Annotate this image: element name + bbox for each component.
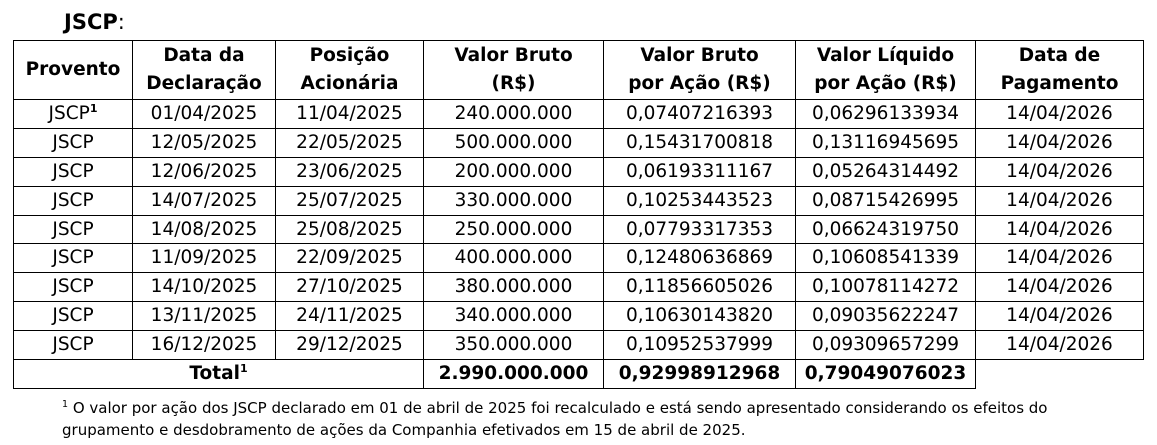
cell-valor-bruto: 400.000.000 — [424, 244, 604, 273]
total-valor-bruto: 2.990.000.000 — [424, 360, 604, 389]
footnote-ref: 1 — [239, 361, 248, 375]
total-row — [14, 360, 1144, 389]
table-row — [14, 273, 1144, 302]
cell-valor-bruto-por-acao: 0,07407216393 — [604, 100, 796, 129]
header-line: Data de — [1018, 45, 1101, 66]
cell-provento: JSCP — [14, 215, 133, 244]
header-provento — [14, 41, 133, 100]
cell-posicao-acionaria: 24/11/2025 — [276, 302, 424, 331]
header-data-declaracao — [133, 41, 276, 100]
cell-data-declaracao: 12/06/2025 — [133, 157, 276, 186]
total-valor-liquido-por-acao: 0,79049076023 — [796, 360, 976, 389]
cell-valor-bruto: 240.000.000 — [424, 100, 604, 129]
table-row — [14, 302, 1144, 331]
cell-data-pagamento: 14/04/2026 — [976, 273, 1144, 302]
cell-posicao-acionaria: 22/09/2025 — [276, 244, 424, 273]
cell-posicao-acionaria: 29/12/2025 — [276, 331, 424, 360]
cell-valor-bruto-por-acao: 0,10253443523 — [604, 186, 796, 215]
cell-provento: JSCP$^1$ — [14, 100, 133, 129]
cell-posicao-acionaria: 25/07/2025 — [276, 186, 424, 215]
cell-provento: JSCP — [14, 302, 133, 331]
cell-data-declaracao: 16/12/2025 — [133, 331, 276, 360]
cell-data-pagamento: 14/04/2026 — [976, 186, 1144, 215]
cell-provento: JSCP — [14, 186, 133, 215]
total-label: Total$^1$ — [14, 360, 424, 389]
cell-valor-bruto: 200.000.000 — [424, 157, 604, 186]
table-body — [14, 100, 1144, 389]
cell-posicao-acionaria: 23/06/2025 — [276, 157, 424, 186]
cell-valor-bruto: 330.000.000 — [424, 186, 604, 215]
table-header-row — [14, 41, 1144, 100]
cell-valor-bruto: 250.000.000 — [424, 215, 604, 244]
cell-valor-liquido-por-acao: 0,13116945695 — [796, 128, 976, 157]
header-line: Pagamento — [1000, 73, 1119, 94]
cell-provento: JSCP — [14, 128, 133, 157]
jscp-table — [13, 40, 1144, 389]
cell-data-pagamento: 14/04/2026 — [976, 100, 1144, 129]
cell-valor-bruto-por-acao: 0,12480636869 — [604, 244, 796, 273]
header-posicao-acionaria — [276, 41, 424, 100]
cell-data-declaracao: 01/04/2025 — [133, 100, 276, 129]
cell-data-declaracao: 12/05/2025 — [133, 128, 276, 157]
footnote — [62, 397, 1142, 441]
table-row — [14, 331, 1144, 360]
cell-data-declaracao: 13/11/2025 — [133, 302, 276, 331]
cell-posicao-acionaria: 25/08/2025 — [276, 215, 424, 244]
cell-valor-bruto-por-acao: 0,07793317353 — [604, 215, 796, 244]
footnote-marker: 1 — [62, 399, 69, 410]
cell-data-pagamento: 14/04/2026 — [976, 331, 1144, 360]
cell-provento: JSCP — [14, 273, 133, 302]
cell-valor-liquido-por-acao: 0,08715426995 — [796, 186, 976, 215]
header-valor-liquido-por-acao — [796, 41, 976, 100]
cell-valor-bruto-por-acao: 0,10630143820 — [604, 302, 796, 331]
cell-valor-liquido-por-acao: 0,09309657299 — [796, 331, 976, 360]
cell-data-pagamento: 14/04/2026 — [976, 302, 1144, 331]
footnote-line-1: O valor por ação dos JSCP declarado em 01 de abril de 2025 foi recalculado e está sendo apresentado considerando os efeitos do — [68, 399, 1048, 417]
total-empty-cell — [976, 360, 1144, 389]
header-line: Posição — [309, 45, 390, 66]
cell-provento: JSCP — [14, 331, 133, 360]
cell-valor-liquido-por-acao: 0,09035622247 — [796, 302, 976, 331]
header-line: (R$) — [491, 73, 536, 94]
cell-provento: JSCP — [14, 244, 133, 273]
header-line: Provento — [25, 59, 121, 80]
cell-data-pagamento: 14/04/2026 — [976, 244, 1144, 273]
total-valor-bruto-por-acao: 0,92998912968 — [604, 360, 796, 389]
cell-data-declaracao: 14/10/2025 — [133, 273, 276, 302]
cell-valor-liquido-por-acao: 0,10608541339 — [796, 244, 976, 273]
cell-valor-bruto: 350.000.000 — [424, 331, 604, 360]
cell-valor-bruto-por-acao: 0,06193311167 — [604, 157, 796, 186]
header-line: Valor Bruto — [454, 45, 573, 66]
header-valor-bruto — [424, 41, 604, 100]
table-row — [14, 157, 1144, 186]
cell-valor-bruto-por-acao: 0,15431700818 — [604, 128, 796, 157]
header-line: Data da — [163, 45, 245, 66]
header-line: por Ação (R$) — [814, 73, 957, 94]
header-line: Declaração — [146, 73, 262, 94]
cell-data-pagamento: 14/04/2026 — [976, 215, 1144, 244]
cell-data-declaracao: 14/07/2025 — [133, 186, 276, 215]
header-line: por Ação (R$) — [628, 73, 771, 94]
cell-valor-bruto-por-acao: 0,11856605026 — [604, 273, 796, 302]
cell-valor-liquido-por-acao: 0,06296133934 — [796, 100, 976, 129]
section-title: JSCP: — [64, 10, 125, 34]
table-row — [14, 215, 1144, 244]
header-line: Valor Líquido — [816, 45, 955, 66]
header-line: Valor Bruto — [640, 45, 759, 66]
cell-provento: JSCP — [14, 157, 133, 186]
cell-data-declaracao: 11/09/2025 — [133, 244, 276, 273]
cell-valor-liquido-por-acao: 0,06624319750 — [796, 215, 976, 244]
cell-valor-bruto: 380.000.000 — [424, 273, 604, 302]
cell-valor-liquido-por-acao: 0,05264314492 — [796, 157, 976, 186]
cell-data-pagamento: 14/04/2026 — [976, 128, 1144, 157]
footnote-line-2: grupamento e desdobramento de ações da Companhia efetivados em 15 de abril de 2025. — [62, 421, 746, 439]
cell-data-declaracao: 14/08/2025 — [133, 215, 276, 244]
cell-posicao-acionaria: 27/10/2025 — [276, 273, 424, 302]
table-row — [14, 100, 1144, 129]
table-row — [14, 128, 1144, 157]
header-line: Acionária — [300, 73, 399, 94]
cell-valor-bruto: 340.000.000 — [424, 302, 604, 331]
table-row — [14, 244, 1144, 273]
cell-posicao-acionaria: 11/04/2025 — [276, 100, 424, 129]
footnote-ref: 1 — [89, 101, 98, 115]
table-row — [14, 186, 1144, 215]
cell-posicao-acionaria: 22/05/2025 — [276, 128, 424, 157]
header-valor-bruto-por-acao — [604, 41, 796, 100]
header-data-pagamento — [976, 41, 1144, 100]
cell-valor-bruto-por-acao: 0,10952537999 — [604, 331, 796, 360]
cell-data-pagamento: 14/04/2026 — [976, 157, 1144, 186]
cell-valor-bruto: 500.000.000 — [424, 128, 604, 157]
cell-valor-liquido-por-acao: 0,10078114272 — [796, 273, 976, 302]
